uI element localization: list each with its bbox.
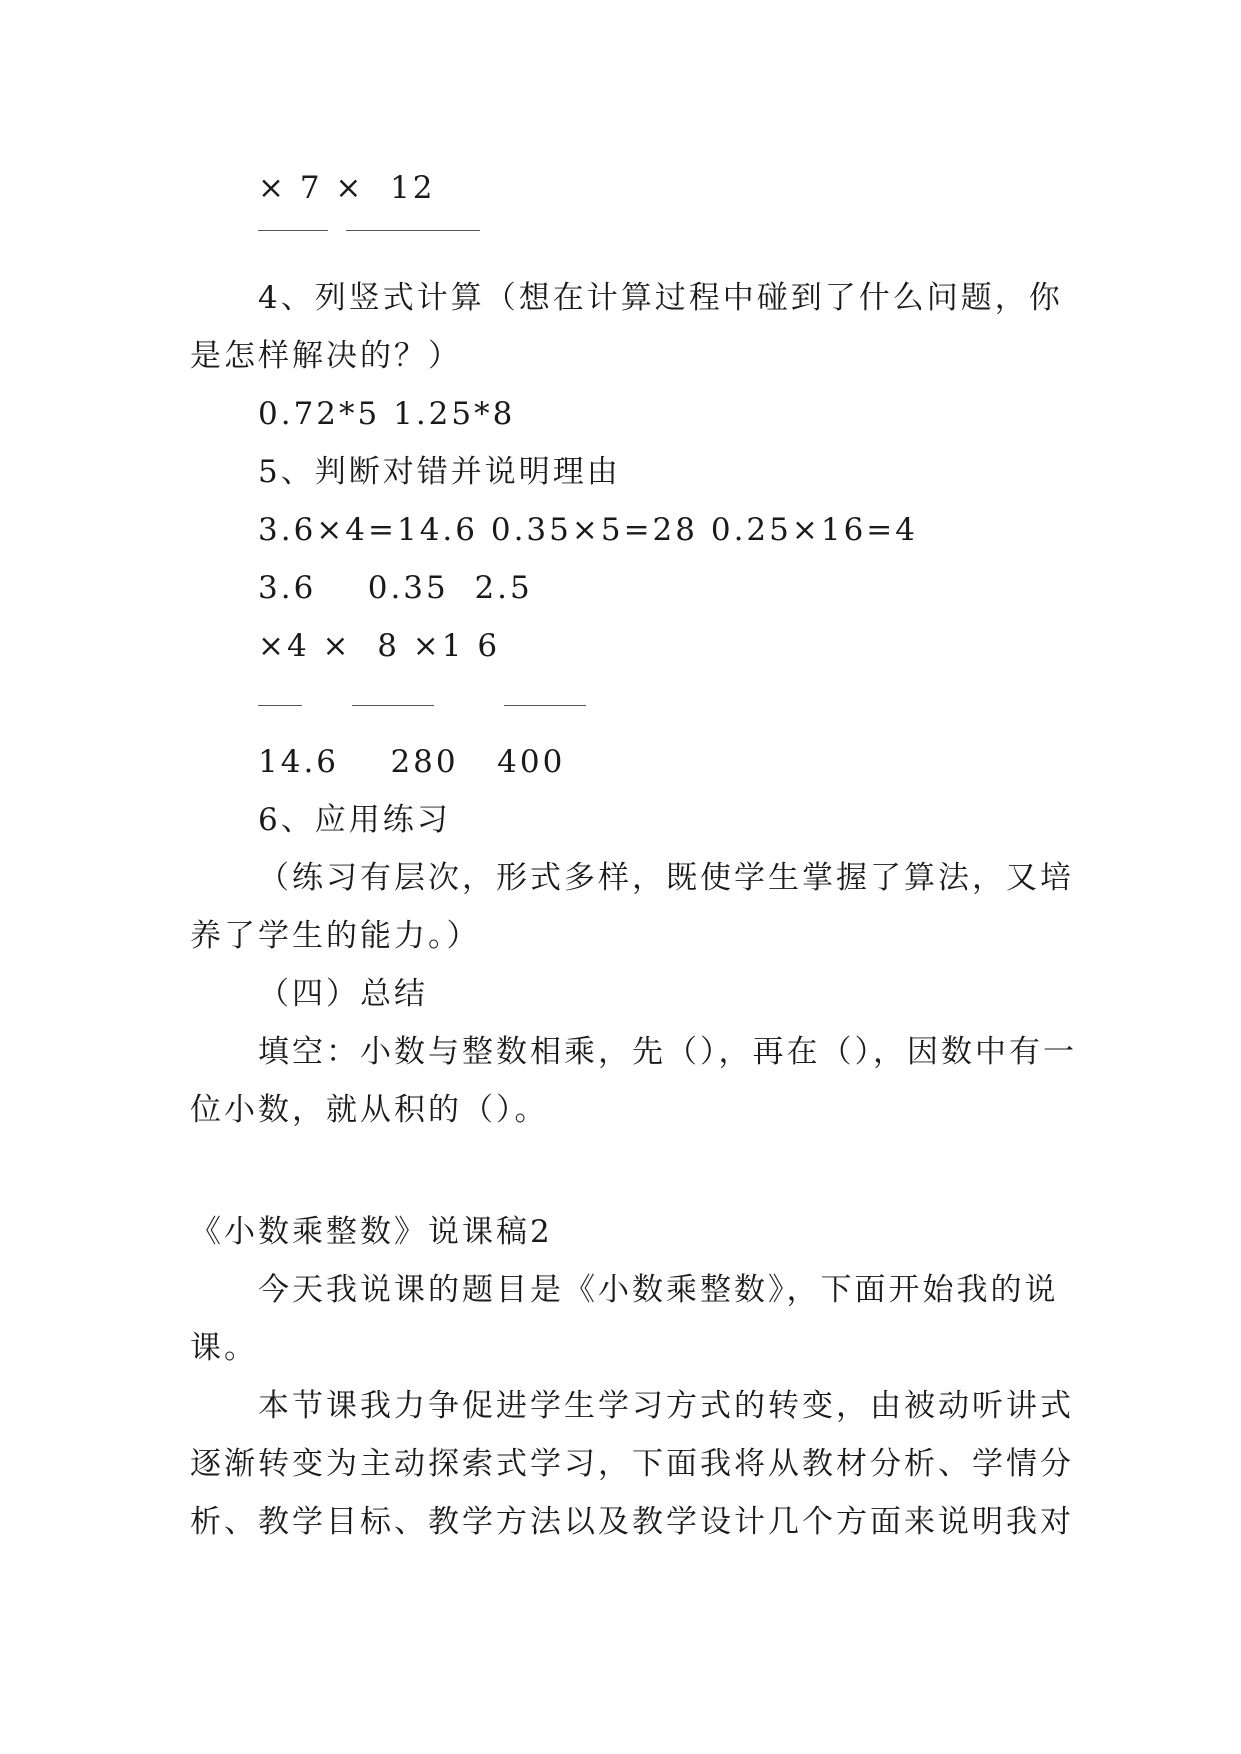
vertical-calc-products: 14.6 280 400 — [258, 744, 566, 780]
section-title: 《小数乘整数》说课稿2 — [190, 1214, 553, 1250]
exercise-4-heading-continued: 是怎样解决的？） — [190, 338, 462, 374]
exercise-4-problems: 0.72*5 1.25*8 — [258, 396, 516, 432]
exercise-5-equations: 3.6×4=14.6 0.35×5=28 0.25×16=4 — [258, 512, 918, 548]
intro-paragraph: 今天我说课的题目是《小数乘整数》，下面开始我的说 — [258, 1272, 1059, 1308]
overview-paragraph: 本节课我力争促进学生学习方式的转变，由被动听讲式 — [258, 1388, 1074, 1424]
exercise-5-heading: 5、判断对错并说明理由 — [258, 454, 621, 490]
calculation-underline — [258, 705, 302, 706]
calculation-underline — [352, 705, 434, 706]
exercise-note: （练习有层次，形式多样，既使学生掌握了算法，又培 — [258, 860, 1074, 896]
exercise-6-heading: 6、应用练习 — [258, 802, 451, 838]
summary-fill-blank: 填空：小数与整数相乘，先（），再在（），因数中有一 — [258, 1034, 1077, 1070]
intro-paragraph-continued: 课。 — [190, 1330, 258, 1366]
overview-paragraph-line-3: 析、教学目标、教学方法以及教学设计几个方面来说明我对 — [190, 1504, 1074, 1540]
summary-heading: （四）总结 — [258, 976, 428, 1012]
overview-paragraph-line-2: 逐渐转变为主动探索式学习，下面我将从教材分析、学情分 — [190, 1446, 1074, 1482]
summary-fill-blank-continued: 位小数，就从积的（）。 — [190, 1092, 549, 1128]
vertical-multiplication-factors-1: × 7 × 12 — [258, 170, 436, 206]
calculation-underline — [258, 230, 328, 231]
vertical-calc-multiplicands: 3.6 0.35 2.5 — [258, 570, 533, 606]
exercise-4-heading: 4、列竖式计算（想在计算过程中碰到了什么问题，你 — [258, 280, 1063, 316]
exercise-note-continued: 养了学生的能力。） — [190, 918, 481, 954]
calculation-underline — [504, 705, 586, 706]
vertical-calc-multipliers: ×4 × 8 ×1 6 — [258, 628, 501, 664]
calculation-underline — [346, 230, 480, 231]
